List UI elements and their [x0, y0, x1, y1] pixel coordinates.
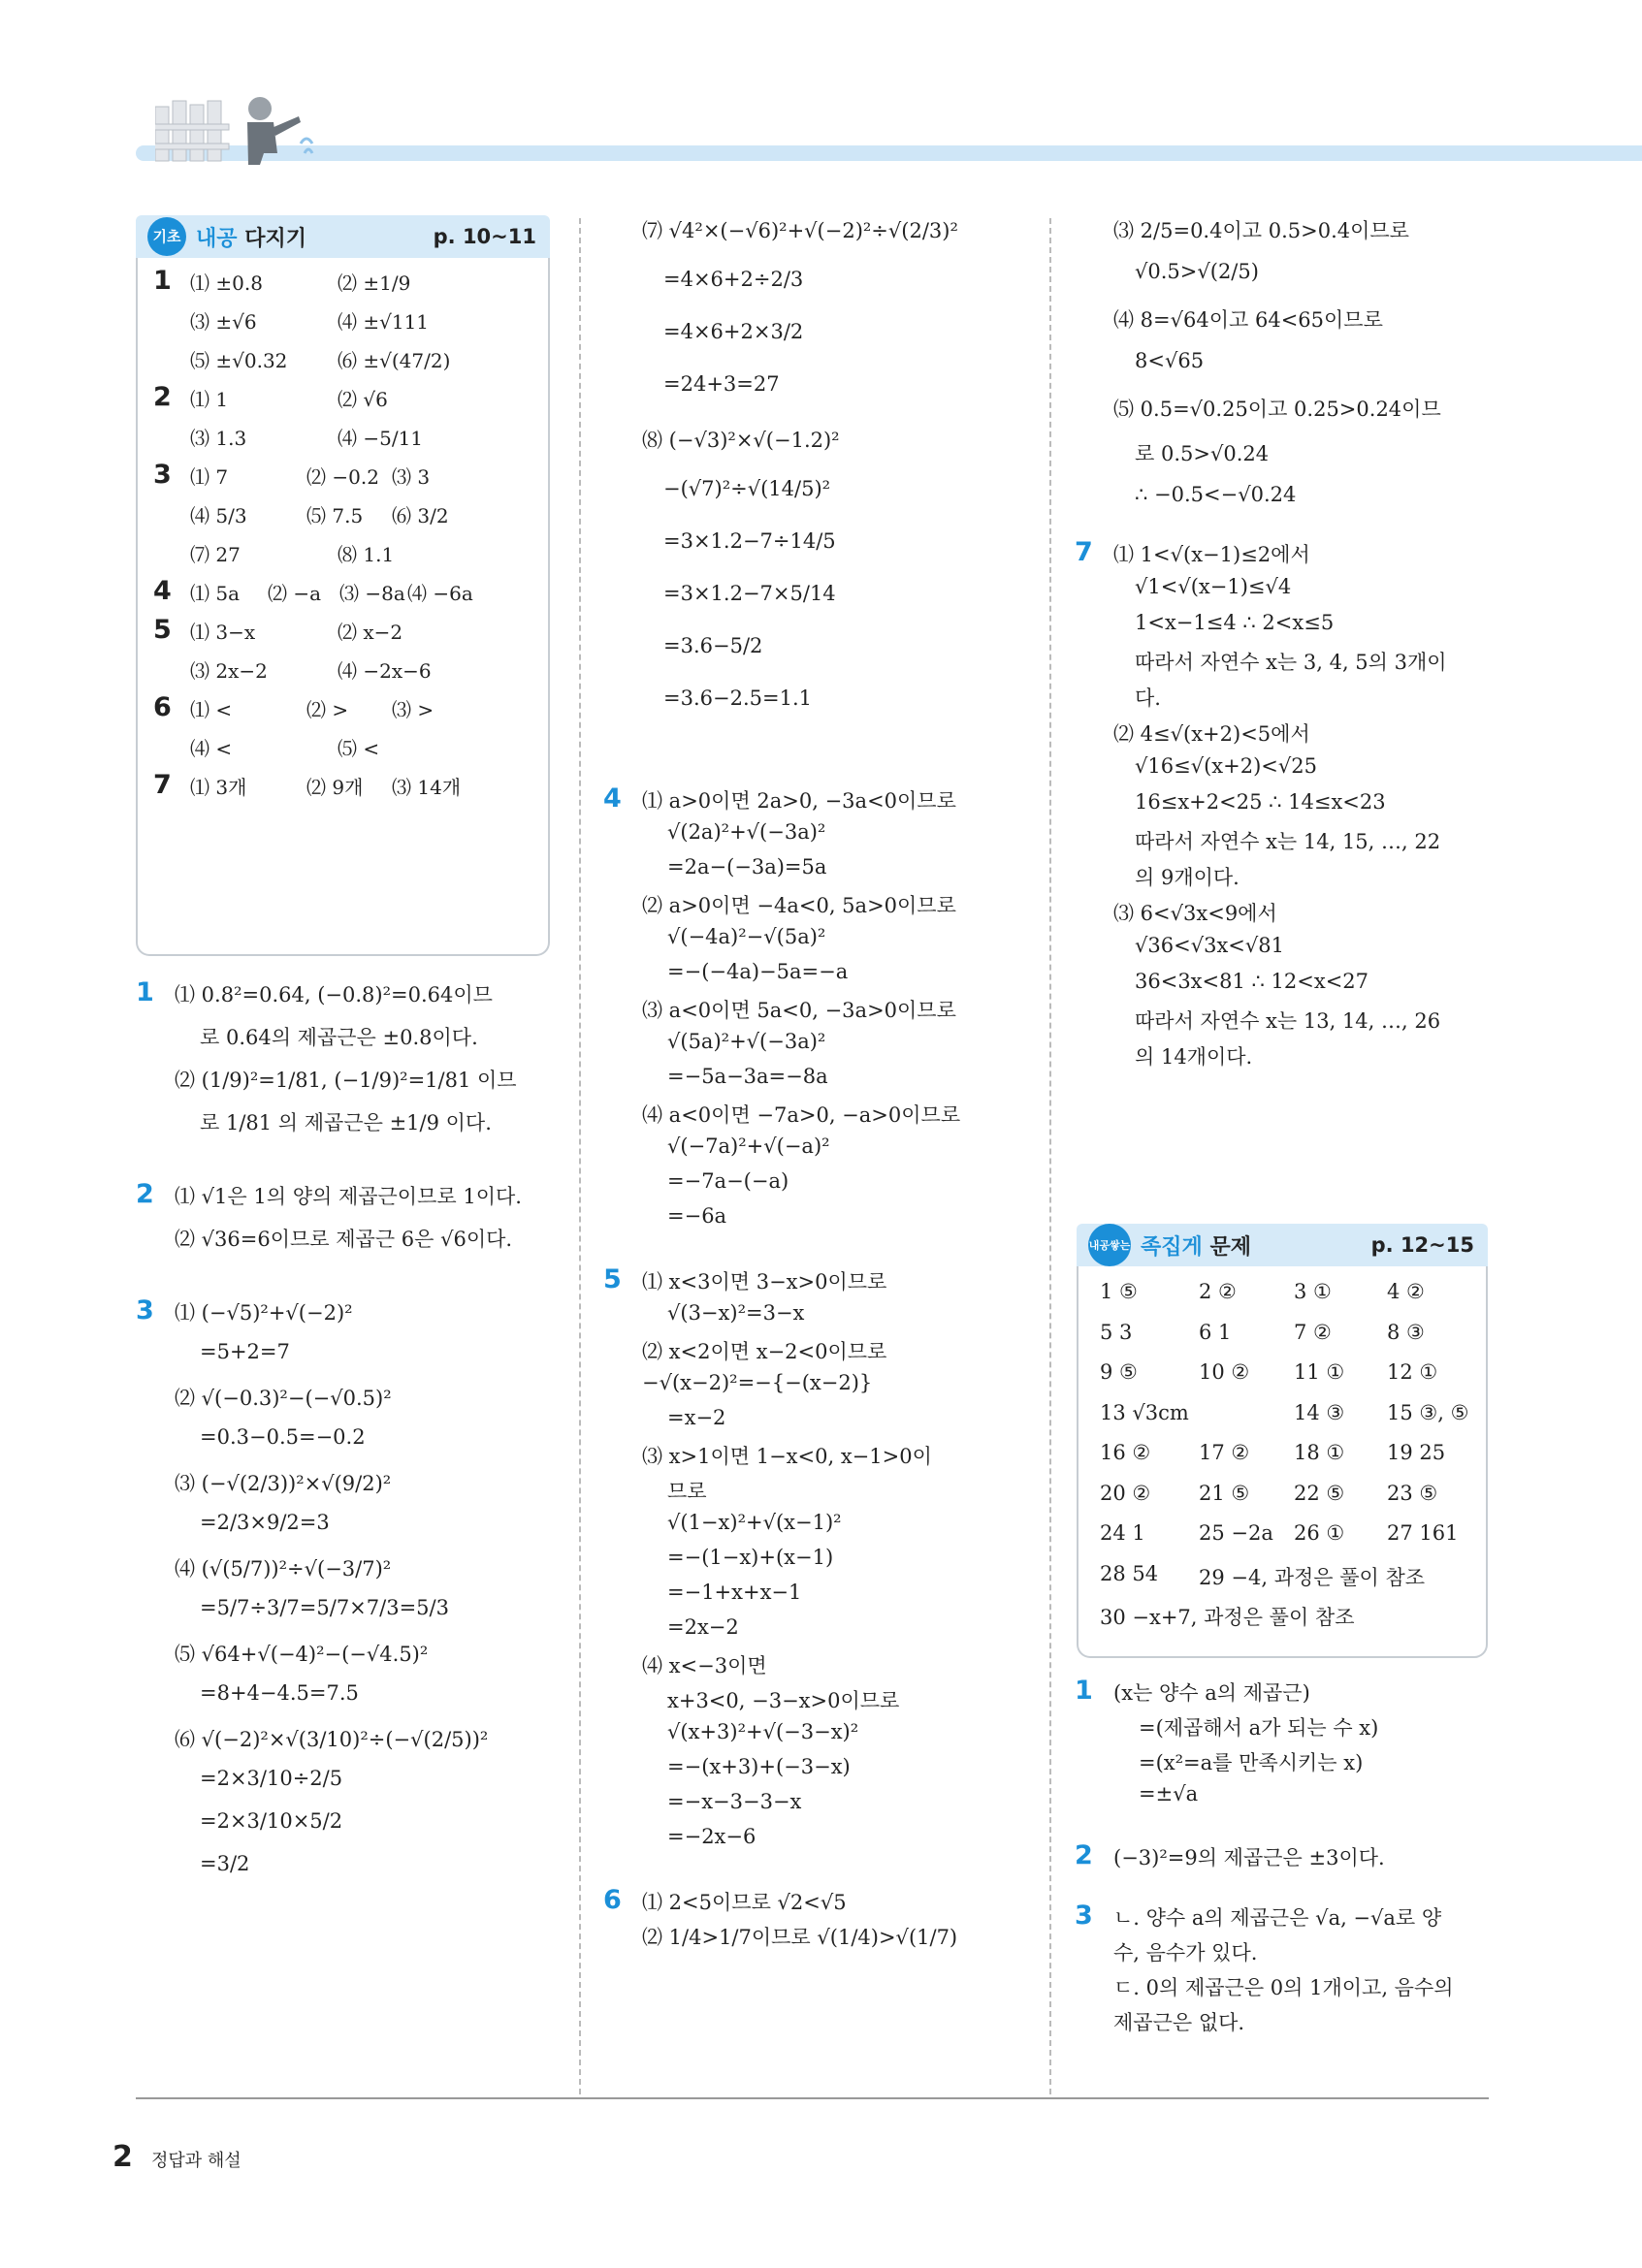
solution-line: √16≤√(x+2)<√25 [1135, 754, 1317, 778]
solution-line: ⑶ 6<√3x<9에서 [1113, 902, 1277, 925]
practice-answer: 28 54 [1100, 1561, 1159, 1585]
answer-item: ⑴ 5a [190, 582, 241, 605]
solution-line: √0.5>√(2/5) [1135, 260, 1259, 283]
footer [113, 2140, 241, 2174]
answer-item: ⑷ ±√111 [338, 310, 430, 334]
practice-answer: 29 −4, 과정은 풀이 참조 [1199, 1565, 1426, 1589]
box-basic-title-blue: 내공 [196, 226, 238, 251]
answer-item: ⑷ −2x−6 [338, 659, 432, 683]
solution-line: ⑴ 0.8²=0.64, (−0.8)²=0.64이므 [175, 983, 493, 1006]
solution-line: ⑸ 0.5=√0.25이고 0.25>0.24이므 [1113, 398, 1441, 421]
solution-line: =5+2=7 [200, 1340, 290, 1363]
solution-line: √(2a)²+√(−3a)² [667, 820, 826, 844]
page-number: 2 [113, 2140, 133, 2174]
answer-item: ⑸ 7.5 [306, 504, 364, 527]
solution-line: 므로 [667, 1480, 707, 1503]
answer-item: ⑺ 27 [190, 543, 241, 566]
practice-answer: 7 ② [1294, 1320, 1332, 1344]
practice-answer: 11 ① [1294, 1360, 1345, 1384]
answer-item: ⑷ < [190, 737, 233, 760]
solution-line: ⑵ a>0이면 −4a<0, 5a>0이므로 [642, 894, 956, 917]
solution-line: =2a−(−3a)=5a [667, 855, 827, 878]
solution-line: =3/2 [200, 1852, 250, 1875]
solution-line: ⑴ √1은 1의 양의 제곱근이므로 1이다. [175, 1185, 522, 1208]
solution-line: =−x−3−3−x [667, 1790, 802, 1813]
solution-line: =(x²=a를 만족시키는 x) [1139, 1751, 1364, 1774]
column-3-top [1075, 215, 1501, 535]
question-number: 1 [1075, 1676, 1093, 1706]
practice-answer: 27 161 [1387, 1521, 1459, 1545]
solution-line: 의 9개이다. [1135, 866, 1240, 889]
practice-answer: 10 ② [1199, 1360, 1250, 1384]
solution-line: ⑵ (1/9)²=1/81, (−1/9)²=1/81 이므 [175, 1069, 517, 1092]
solution-line: 다. [1135, 687, 1161, 710]
practice-answer: 2 ② [1199, 1280, 1237, 1303]
solution-line: =(제곱해서 a가 되는 수 x) [1139, 1716, 1379, 1740]
practice-answer: 4 ② [1387, 1280, 1425, 1303]
basic-badge-icon: 기초 [147, 217, 186, 256]
answer-item: ⑶ 2x−2 [190, 659, 268, 683]
practice-answer: 6 1 [1199, 1320, 1232, 1344]
answer-item: ⑷ −6a [407, 582, 473, 605]
practice-answer: 8 ③ [1387, 1320, 1425, 1344]
column-divider [579, 218, 581, 2094]
answer-item: ⑸ < [338, 737, 380, 760]
answer-item: ⑵ > [306, 698, 349, 721]
solution-line: 로 1/81 의 제곱근은 ±1/9 이다. [200, 1111, 492, 1134]
practice-answer: 22 ⑤ [1294, 1481, 1345, 1505]
solution-line: =24+3=27 [663, 372, 780, 396]
solution-line: =−(x+3)+(−3−x) [667, 1755, 851, 1778]
practice-answer: 19 25 [1387, 1441, 1446, 1464]
solution-line: =−6a [667, 1204, 727, 1228]
practice-answer: 21 ⑤ [1199, 1481, 1250, 1505]
answer-item: ⑶ ±√6 [190, 310, 257, 334]
gardener-illustration-icon [155, 95, 320, 165]
solution-line: =4×6+2÷2/3 [663, 268, 804, 291]
solution-line: (x는 양수 a의 제곱근) [1113, 1681, 1310, 1705]
solution-line: =±√a [1139, 1782, 1199, 1805]
solution-line: (−3)²=9의 제곱근은 ±3이다. [1113, 1846, 1385, 1869]
solution-line: =−(1−x)+(x−1) [667, 1546, 834, 1569]
solution-line: ⑵ 4≤√(x+2)<5에서 [1113, 722, 1310, 746]
solution-line: 로 0.5>√0.24 [1135, 442, 1270, 465]
box-practice-pages: p. 12~15 [1370, 1233, 1474, 1257]
solution-line: 따라서 자연수 x는 13, 14, …, 26 [1135, 1009, 1441, 1033]
solution-line: √36<√3x<√81 [1135, 934, 1284, 957]
question-number: 2 [136, 1179, 154, 1209]
solution-line: ⑴ x<3이면 3−x>0이므로 [642, 1270, 887, 1294]
column-1-solutions [136, 979, 563, 2075]
solution-line: ⑷ (√(5/7))²÷√(−3/7)² [175, 1557, 392, 1581]
solution-line: =−2x−6 [667, 1825, 757, 1848]
solution-line: ⑴ 2<5이므로 √2<√5 [642, 1891, 847, 1914]
answer-item: ⑴ 1 [190, 388, 229, 411]
practice-answer: 1 ⑤ [1100, 1280, 1138, 1303]
solution-line: 의 14개이다. [1135, 1045, 1253, 1069]
solution-line: √(−7a)²+√(−a)² [667, 1134, 830, 1158]
answer-number: 2 [153, 382, 172, 412]
solution-line: =4×6+2×3/2 [663, 320, 804, 343]
box-practice [1077, 1224, 1488, 1658]
solution-line: ⑶ (−√(2/3))²×√(9/2)² [175, 1472, 392, 1495]
solution-line: =2×3/10÷2/5 [200, 1767, 343, 1790]
solution-line: =0.3−0.5=−0.2 [200, 1425, 366, 1449]
solution-line: =3.6−2.5=1.1 [663, 687, 812, 710]
answer-number: 5 [153, 615, 172, 645]
box-practice-title-blue: 족집게 [1141, 1234, 1203, 1260]
solution-line: =3.6−5/2 [663, 634, 763, 657]
question-number: 1 [136, 977, 154, 1007]
solution-line: √(−4a)²−√(5a)² [667, 925, 826, 948]
question-number: 4 [603, 783, 622, 814]
solution-line: −(√7)²÷√(14/5)² [663, 477, 831, 500]
box-practice-header [1077, 1224, 1488, 1266]
solution-line: ⑻ (−√3)²×√(−1.2)² [642, 429, 840, 452]
box-basic-title: 다지기 [244, 226, 306, 251]
solution-line: =−1+x+x−1 [667, 1581, 802, 1604]
practice-answer: 24 1 [1100, 1521, 1145, 1545]
solution-line: √(5a)²+√(−3a)² [667, 1030, 826, 1053]
box-basic-pages: p. 10~11 [433, 225, 536, 248]
solution-line: ⑵ √36=6이므로 제곱근 6은 √6이다. [175, 1228, 513, 1251]
solution-line: ㄷ. 0의 제곱근은 0의 1개이고, 음수의 [1113, 1976, 1454, 1999]
answer-item: ⑶ 3 [392, 465, 431, 489]
solution-line: x+3<0, −3−x>0이므로 [667, 1689, 900, 1712]
solution-line: =3×1.2−7÷14/5 [663, 529, 836, 553]
answer-item: ⑵ −0.2 [306, 465, 379, 489]
solution-line: ⑵ 1/4>1/7이므로 √(1/4)>√(1/7) [642, 1926, 958, 1949]
practice-answer: 20 ② [1100, 1481, 1151, 1505]
solution-line: ⑵ x<2이면 x−2<0이므로 [642, 1340, 887, 1363]
solution-line: 8<√65 [1135, 349, 1205, 372]
practice-answer: 3 ① [1294, 1280, 1332, 1303]
answer-item: ⑵ x−2 [338, 621, 403, 644]
practice-answer: 25 −2a [1199, 1521, 1273, 1545]
answer-number: 3 [153, 460, 172, 490]
solution-line: 36<3x<81 ∴ 12<x<27 [1135, 970, 1369, 993]
practice-answer: 12 ① [1387, 1360, 1438, 1384]
answer-item: ⑶ −8a [339, 582, 405, 605]
solution-line: −√(x−2)²=−{−(x−2)} [642, 1371, 873, 1394]
solution-line: =3×1.2−7×5/14 [663, 582, 836, 605]
solution-line: √(x+3)²+√(−3−x)² [667, 1720, 859, 1743]
practice-answer: 18 ① [1294, 1441, 1345, 1464]
solution-line: √(1−x)²+√(x−1)² [667, 1511, 842, 1534]
solution-line: ⑷ 8=√64이고 64<65이므로 [1113, 308, 1383, 332]
footer-rule [136, 2097, 1489, 2099]
solution-line: ⑺ √4²×(−√6)²+√(−2)²÷√(2/3)² [642, 219, 958, 242]
footer-label: 정답과 해설 [150, 2151, 241, 2171]
solution-line: ⑶ 2/5=0.4이고 0.5>0.4이므로 [1113, 219, 1409, 242]
solution-line: ⑴ a>0이면 2a>0, −3a<0이므로 [642, 789, 956, 813]
solution-line: 따라서 자연수 x는 3, 4, 5의 3개이 [1135, 651, 1447, 674]
practice-answer: 14 ③ [1294, 1400, 1345, 1424]
practice-answer: 5 3 [1100, 1320, 1133, 1344]
answer-item: ⑵ −a [268, 582, 322, 605]
box-practice-title: 문제 [1209, 1234, 1251, 1260]
answer-item: ⑶ 14개 [392, 776, 462, 799]
solution-line: ⑶ a<0이면 5a<0, −3a>0이므로 [642, 999, 956, 1022]
answer-item: ⑹ 3/2 [392, 504, 449, 527]
practice-badge-icon: 내공쌓는 [1088, 1224, 1131, 1266]
column-2-solutions [603, 785, 1049, 2075]
solution-line: 로 0.64의 제곱근은 ±0.8이다. [200, 1026, 478, 1049]
solution-line: ⑵ √(−0.3)²−(−√0.5)² [175, 1387, 392, 1410]
practice-answer: 9 ⑤ [1100, 1360, 1138, 1384]
practice-answer: 26 ① [1294, 1521, 1345, 1545]
practice-answer: 17 ② [1199, 1441, 1250, 1464]
solution-line: ㄴ. 양수 a의 제곱근은 √a, −√a로 양 [1113, 1906, 1442, 1930]
practice-answer: 15 ③, ⑤ [1387, 1400, 1469, 1424]
solution-line: √1<√(x−1)≤√4 [1135, 575, 1292, 598]
solution-line: ⑴ 1<√(x−1)≤2에서 [1113, 543, 1310, 566]
solution-line: =2×3/10×5/2 [200, 1809, 343, 1833]
column-3-solutions [1075, 1677, 1501, 2075]
box-basic-body [136, 258, 550, 956]
solution-line: ⑷ a<0이면 −7a>0, −a>0이므로 [642, 1103, 961, 1127]
solution-line: ⑸ √64+√(−4)²−(−√4.5)² [175, 1643, 429, 1666]
question-number: 3 [1075, 1901, 1093, 1931]
answer-number: 6 [153, 692, 172, 722]
solution-line: =8+4−4.5=7.5 [200, 1681, 359, 1705]
solution-line: ∴ −0.5<−√0.24 [1135, 483, 1297, 506]
solution-line: ⑴ (−√5)²+√(−2)² [175, 1301, 353, 1325]
solution-line: =2x−2 [667, 1615, 739, 1639]
answer-item: ⑴ 7 [190, 465, 229, 489]
answer-item: ⑷ −5/11 [338, 427, 424, 450]
box-basic-drill [136, 215, 550, 956]
solution-line: √(3−x)²=3−x [667, 1301, 805, 1325]
practice-answer: 23 ⑤ [1387, 1481, 1438, 1505]
solution-line: =−5a−3a=−8a [667, 1065, 828, 1088]
solution-line: 따라서 자연수 x는 14, 15, …, 22 [1135, 830, 1441, 853]
solution-line: ⑷ x<−3이면 [642, 1654, 767, 1677]
question-number: 6 [603, 1885, 622, 1915]
answer-number: 7 [153, 770, 172, 800]
practice-answer: 16 ② [1100, 1441, 1151, 1464]
solution-line: 1<x−1≤4 ∴ 2<x≤5 [1135, 611, 1335, 634]
header-banner [136, 145, 1642, 161]
solution-line: 16≤x+2<25 ∴ 14≤x<23 [1135, 790, 1386, 814]
solution-line: =x−2 [667, 1406, 726, 1429]
answer-item: ⑻ 1.1 [338, 543, 395, 566]
solution-line: 수, 음수가 있다. [1113, 1941, 1258, 1965]
solution-line: ⑶ x>1이면 1−x<0, x−1>0이 [642, 1445, 932, 1468]
practice-answer: 13 √3cm [1100, 1400, 1189, 1424]
practice-answer: 30 −x+7, 과정은 풀이 참조 [1100, 1606, 1355, 1629]
solution-line: ⑹ √(−2)²×√(3/10)²÷(−√(2/5))² [175, 1728, 489, 1751]
question-number: 3 [136, 1295, 154, 1326]
answer-item: ⑷ 5/3 [190, 504, 247, 527]
answer-item: ⑵ 9개 [306, 776, 364, 799]
answer-item: ⑴ ±0.8 [190, 272, 263, 295]
column-3-q7 [1075, 539, 1501, 1102]
column-2-top [603, 215, 1049, 758]
box-basic-header [136, 215, 550, 258]
solution-line: 제곱근은 없다. [1113, 2011, 1245, 2034]
solution-line: =5/7÷3/7=5/7×7/3=5/3 [200, 1596, 449, 1619]
solution-line: =−7a−(−a) [667, 1169, 789, 1193]
solution-line: =2/3×9/2=3 [200, 1511, 330, 1534]
answer-item: ⑴ 3−x [190, 621, 256, 644]
column-divider [1049, 218, 1051, 2094]
question-number: 5 [603, 1264, 622, 1294]
answer-item: ⑴ < [190, 698, 233, 721]
answer-item: ⑵ ±1/9 [338, 272, 411, 295]
answer-item: ⑴ 3개 [190, 776, 247, 799]
answer-item: ⑶ > [392, 698, 435, 721]
answer-item: ⑶ 1.3 [190, 427, 247, 450]
answer-number: 4 [153, 576, 172, 606]
answer-item: ⑸ ±√0.32 [190, 349, 288, 372]
box-practice-body [1077, 1266, 1488, 1658]
question-number: 2 [1075, 1840, 1093, 1870]
answer-number: 1 [153, 266, 172, 296]
question-number: 7 [1075, 537, 1093, 567]
solution-line: =−(−4a)−5a=−a [667, 960, 849, 983]
answer-item: ⑵ √6 [338, 388, 388, 411]
answer-item: ⑹ ±√(47/2) [338, 349, 451, 372]
